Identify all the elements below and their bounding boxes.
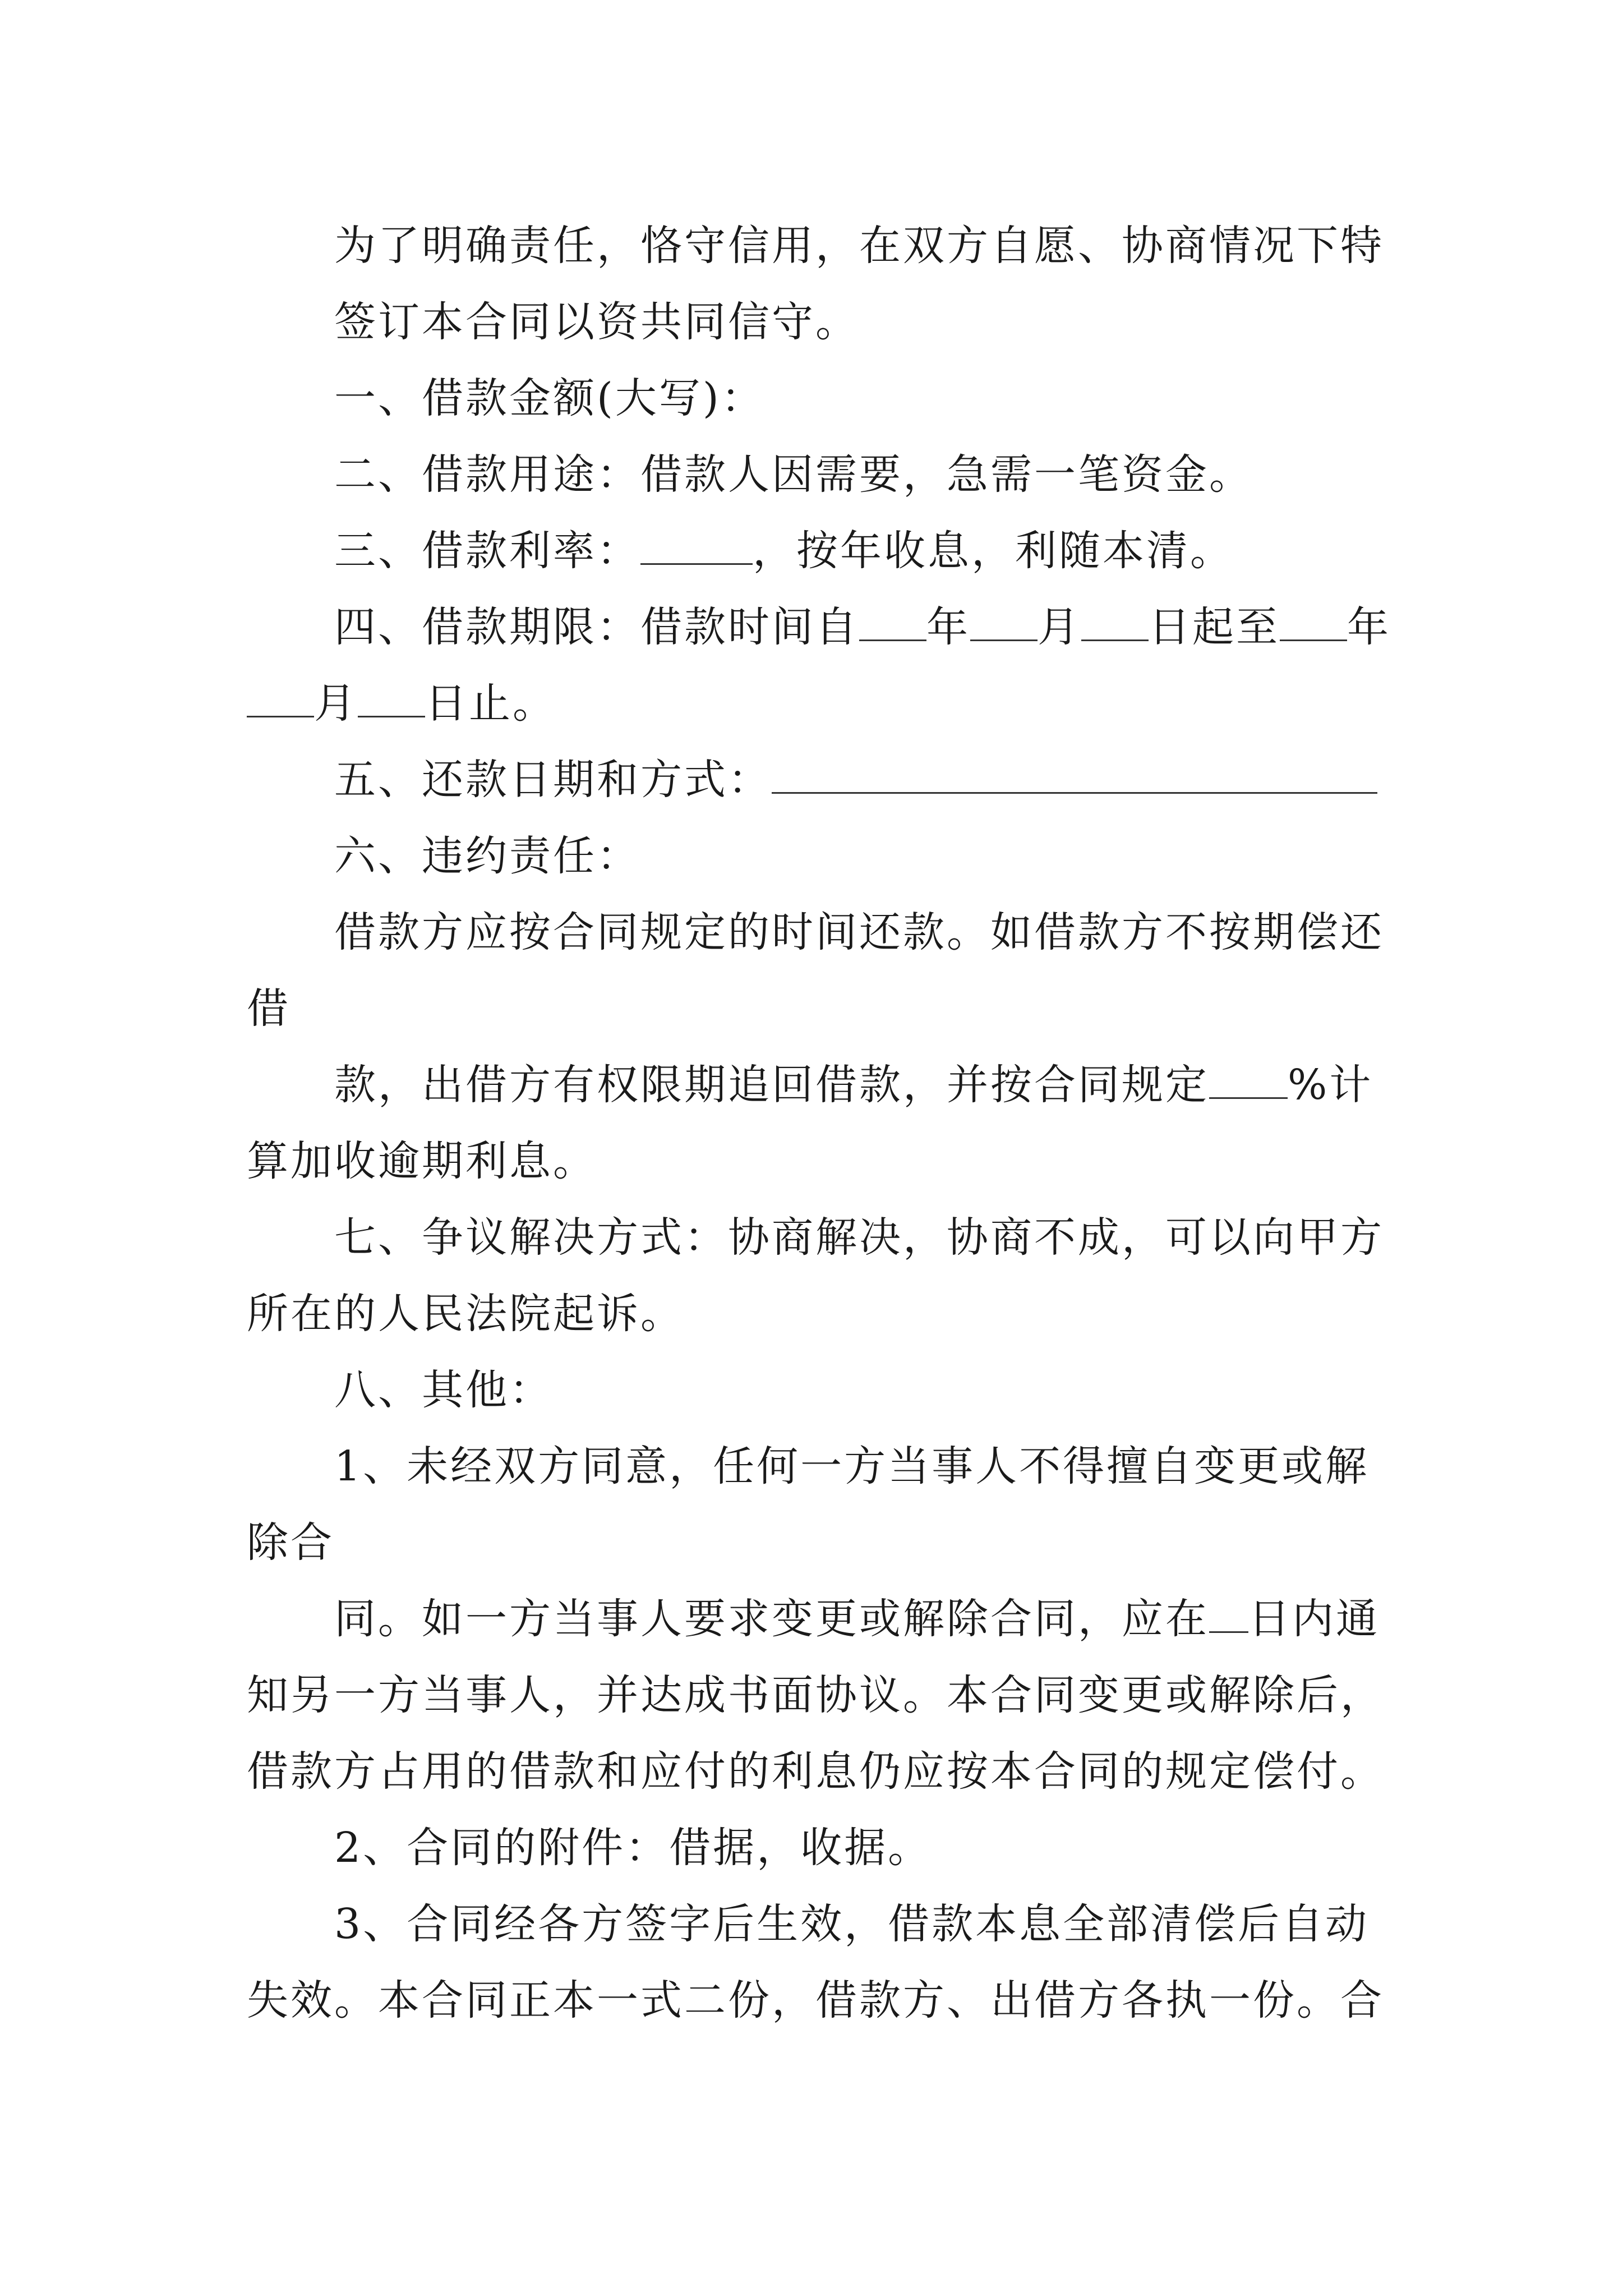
notice-days-blank	[1209, 1598, 1248, 1633]
clause-6-breach: 六、违约责任：	[334, 832, 640, 880]
clause-3-tail: ，按年收息，利随本清。	[753, 527, 1234, 575]
from-day-text: 日起至	[1149, 603, 1280, 651]
notice-days-text: 同。如一方当事人要求变更或解除合同，应在	[334, 1595, 1209, 1643]
clause-3-interest-rate	[247, 513, 1380, 589]
end-year-text: 年	[1347, 603, 1391, 651]
clause-6-penalty-text: 款，出借方有权限期追回借款，并按合同规定	[334, 1061, 1209, 1109]
clause-4-loan-term-cont	[247, 665, 1380, 742]
clause-5-label: 五、还款日期和方式：	[334, 756, 772, 804]
clause-6-text-line-3	[247, 1047, 1380, 1123]
clause-4-loan-term	[247, 589, 1391, 665]
paragraph-intro-line-1: 为了明确责任，恪守信用，在双方自愿、协商情况下特	[334, 222, 1384, 270]
paragraph-intro-line-2: 签订本合同以资共同信守。	[334, 298, 859, 346]
clause-8-item-1-line-1: 1、未经双方同意，任何一方当事人不得擅自变更或解	[334, 1442, 1370, 1490]
clause-3-label: 三、借款利率：	[334, 527, 640, 575]
clause-1-loan-amount: 一、借款金额(大写)：	[334, 374, 765, 422]
clause-5-repayment	[247, 742, 1380, 818]
clause-7-dispute-line-1: 七、争议解决方式：协商解决，协商不成，可以向甲方	[334, 1213, 1384, 1262]
clause-7-dispute-line-2: 所在的人民法院起诉。	[247, 1290, 684, 1338]
clause-8-other: 八、其他：	[334, 1366, 553, 1414]
month-text: 月	[1038, 603, 1081, 651]
clause-2-loan-purpose: 二、借款用途：借款人因需要，急需一笔资金。	[334, 450, 1253, 499]
start-year-blank	[859, 606, 926, 641]
clause-8-item-1-line-2: 除合	[247, 1519, 334, 1567]
clause-8-item-2: 2、合同的附件：借据，收据。	[334, 1824, 932, 1872]
end-year-blank	[1280, 606, 1347, 641]
clause-8-item-3-line-1: 3、合同经各方签字后生效，借款本息全部清偿后自动	[334, 1900, 1370, 1948]
clause-6-text-line-4: 算加收逾期利息。	[247, 1137, 597, 1185]
end-day-text: 日止。	[425, 679, 556, 728]
clause-6-text-line-1: 借款方应按合同规定的时间还款。如借款方不按期偿还	[334, 908, 1384, 956]
end-month-blank	[247, 682, 314, 717]
end-day-blank	[358, 682, 425, 717]
percent-text: %计	[1288, 1061, 1373, 1109]
year-text: 年	[926, 603, 970, 651]
start-month-blank	[970, 606, 1038, 641]
penalty-percent-blank	[1209, 1064, 1288, 1099]
end-month-text: 月	[314, 679, 358, 728]
repayment-method-blank	[772, 758, 1377, 794]
clause-6-text-line-2: 借	[247, 984, 291, 1033]
clause-4-label: 四、借款期限：借款时间自	[334, 603, 859, 651]
start-day-blank	[1081, 606, 1149, 641]
clause-8-item-3-line-2: 失效。本合同正本一式二份，借款方、出借方各执一份。合	[247, 1976, 1384, 2024]
contract-body	[247, 208, 1391, 2039]
notice-days-tail: 日内通	[1248, 1595, 1380, 1643]
clause-8-item-1-line-3	[247, 1581, 1380, 1657]
interest-rate-blank	[640, 530, 753, 565]
clause-8-item-1-line-5: 借款方占用的借款和应付的利息仍应按本合同的规定偿付。	[247, 1747, 1384, 1796]
clause-8-item-1-line-4: 知另一方当事人，并达成书面协议。本合同变更或解除后，	[247, 1671, 1384, 1719]
